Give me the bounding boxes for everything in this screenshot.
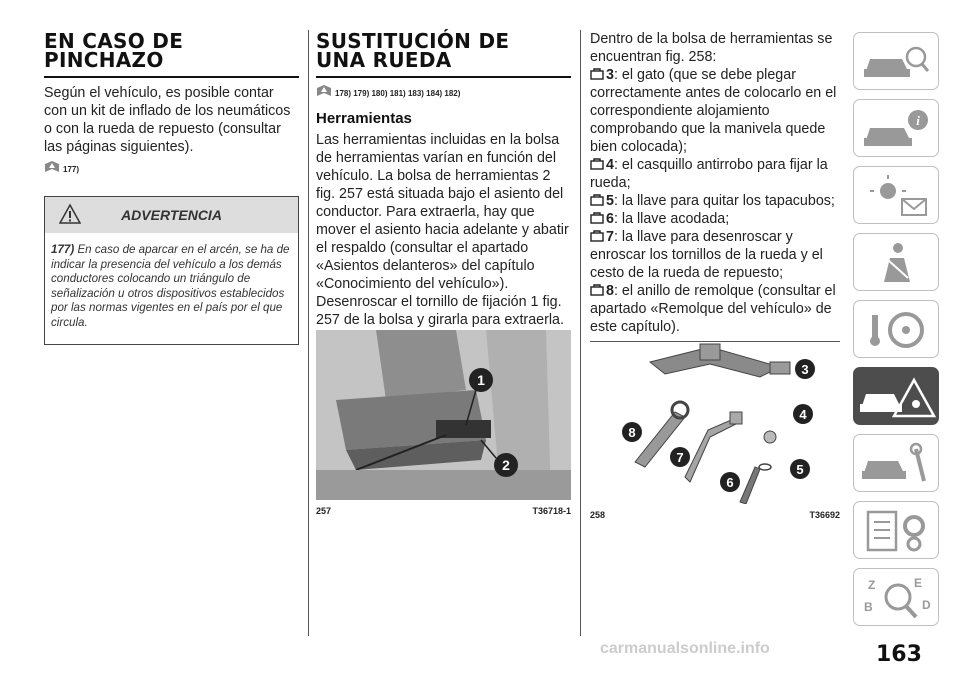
figure-258-caption: 258 T36692 xyxy=(590,510,840,520)
tool-bag-icon xyxy=(590,284,604,296)
svg-text:2: 2 xyxy=(502,457,510,473)
book-warning-icon xyxy=(316,84,332,98)
watermark: carmanualsonline.info xyxy=(600,640,770,657)
callout-5 xyxy=(790,459,810,479)
svg-text:7: 7 xyxy=(676,450,684,465)
subheading-herramientas: Herramientas xyxy=(316,110,412,127)
title-rule xyxy=(316,76,571,78)
specs-gear-icon xyxy=(854,502,940,560)
figure-257-caption: 257 T36718-1 xyxy=(316,506,571,516)
column-divider xyxy=(308,30,309,636)
tab-index[interactable] xyxy=(853,568,939,626)
callout-8 xyxy=(622,422,642,442)
svg-text:D: D xyxy=(922,598,931,612)
warning-box xyxy=(44,196,299,345)
warning-title: ADVERTENCIA xyxy=(121,207,222,223)
warning-header xyxy=(45,197,298,233)
tab-car-search[interactable] xyxy=(853,32,939,90)
callout-3 xyxy=(795,359,815,379)
figure-258 xyxy=(590,341,840,520)
tools-intro: Dentro de la bolsa de herramientas se encuentran fig. 258: xyxy=(590,31,833,65)
svg-text:5: 5 xyxy=(796,462,804,477)
warning-refs: 177) xyxy=(44,160,299,174)
pinchazo-body: Según el vehículo, es posible contar con un kit de inflado de los neumáticos o con la rueda de repuesto (consultar las páginas siguientes). xyxy=(44,85,291,155)
column-divider xyxy=(580,30,581,636)
page-number: 163 xyxy=(876,642,922,667)
tab-key-steering[interactable] xyxy=(853,300,939,358)
warning-refs: 178) 179) 180) 181) 183) 184) 182) xyxy=(316,84,571,98)
chapter-tabs xyxy=(853,32,941,635)
svg-text:Z: Z xyxy=(868,578,876,592)
section-title-sustitucion: SUSTITUCIÓN DE UNA RUEDA xyxy=(316,29,510,72)
warning-lights-icon xyxy=(854,167,940,225)
warning-text: 177) En caso de aparcar en el arcén, se ha de indicar la presencia del vehículo a los demás conductores colocando un triángulo de señalización u otros dispositivos establecidos por las normas vigentes en el país por el que circula. xyxy=(51,243,290,329)
svg-text:3: 3 xyxy=(801,362,809,377)
tab-car-info[interactable] xyxy=(853,99,939,157)
tab-seat-airbag[interactable] xyxy=(853,233,939,291)
tool-bag-icon xyxy=(590,194,604,206)
callout-7 xyxy=(670,447,690,467)
svg-text:4: 4 xyxy=(799,407,807,422)
tab-car-service[interactable] xyxy=(853,434,939,492)
car-service-icon xyxy=(854,435,940,493)
figure-258-image xyxy=(590,342,840,504)
figure-257-image xyxy=(316,330,571,500)
tool-bag-icon xyxy=(590,158,604,170)
list-item: 7: la llave para desenroscar y enroscar los tornillos de la rueda y el cesto de la rueda de repuesto; xyxy=(590,229,823,281)
tool-bag-icon xyxy=(590,230,604,242)
tab-car-emergency[interactable] xyxy=(853,367,939,425)
tool-bag-icon xyxy=(590,212,604,224)
column-1 xyxy=(44,22,299,345)
tab-warning-lights[interactable] xyxy=(853,166,939,224)
callout-6 xyxy=(720,472,740,492)
svg-text:B: B xyxy=(864,600,873,614)
section-title-pinchazo: EN CASO DE PINCHAZO xyxy=(44,29,184,72)
warning-triangle-icon xyxy=(59,203,81,225)
title-rule xyxy=(44,76,299,78)
list-item: 8: el anillo de remolque (consultar el apartado «Remolque del vehículo» de este capítulo). xyxy=(590,283,836,335)
column-2 xyxy=(316,22,571,329)
book-warning-icon xyxy=(44,160,60,174)
key-steering-icon xyxy=(854,301,940,359)
seat-toolbag-illustration xyxy=(316,330,571,500)
tool-bag-icon xyxy=(590,68,604,80)
index-search-icon xyxy=(854,569,940,627)
svg-text:6: 6 xyxy=(726,475,734,490)
callout-4 xyxy=(793,404,813,424)
tools-list xyxy=(590,66,840,336)
seat-airbag-icon xyxy=(854,234,940,292)
tools-illustration xyxy=(590,342,840,504)
herramientas-body: Las herramientas incluidas en la bolsa de herramientas varían en función del vehículo. La bolsa de herramientas 2 fig. 257 está situada bajo el asiento del conductor. Para extraerla, hay que mover el asiento hacia adelante y abatir el respaldo (consultar el apartado «Asientos delanteros» del capítulo «Conocimiento del vehículo»). Desenroscar el tornillo de fijación 1 fig. 257 de la bolsa y girarla para extraerla. xyxy=(316,132,569,328)
svg-text:E: E xyxy=(914,576,923,590)
list-item: 4: el casquillo antirrobo para fijar la rueda; xyxy=(590,157,828,191)
svg-text:1: 1 xyxy=(477,372,485,388)
list-item: 5: la llave para quitar los tapacubos; xyxy=(590,192,840,210)
list-item: 3: el gato (que se debe plegar correctamente antes de colocarlo en el correspondiente alojamiento comprobando que la manivela quede bien colocada); xyxy=(590,67,837,155)
figure-257 xyxy=(316,330,571,516)
tab-specs[interactable] xyxy=(853,501,939,559)
car-info-icon xyxy=(854,100,940,158)
svg-text:i: i xyxy=(916,113,920,128)
svg-text:8: 8 xyxy=(628,425,636,440)
list-item: 6: la llave acodada; xyxy=(590,210,840,228)
car-emergency-icon xyxy=(854,368,940,426)
car-search-icon xyxy=(854,33,940,91)
column-3 xyxy=(590,30,840,336)
